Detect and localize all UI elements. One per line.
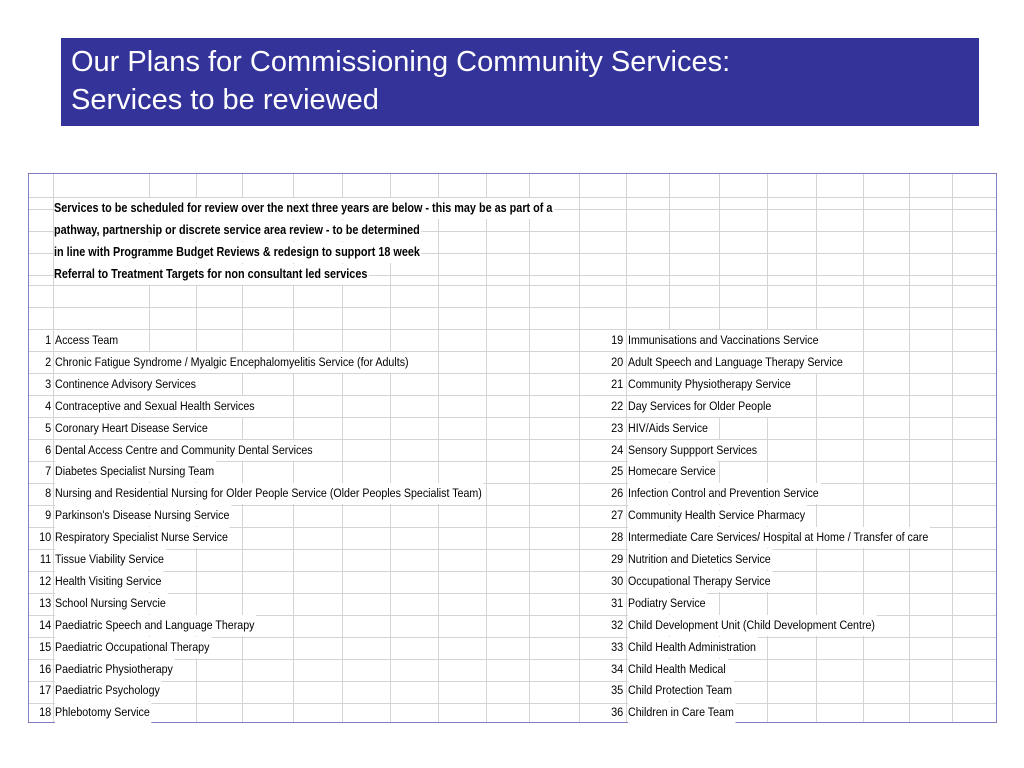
right-service-number: 33 [611,639,624,654]
right-service-name: Child Health Administration [628,637,758,658]
left-service-name: Paediatric Speech and Language Therapy [55,615,256,636]
left-service-name: Respiratory Specialist Nurse Service [55,527,230,548]
left-service-name: Health Visiting Service [55,571,163,592]
left-service-number: 9 [45,508,52,523]
right-service-number: 24 [611,442,624,457]
left-service-number: 13 [39,595,52,610]
left-service-number: 7 [45,464,52,479]
left-service-name: Paediatric Psychology [55,680,162,701]
slide-title-banner [61,38,979,126]
intro-line: pathway, partnership or discrete service area review - to be determined [54,220,422,241]
intro-line: Services to be scheduled for review over the next three years are below - this may be as part of a [54,198,554,219]
left-service-number: 3 [45,376,52,391]
left-service-number: 1 [45,333,52,347]
right-service-name: Nutrition and Dietetics Service [628,549,772,570]
left-service-name: Paediatric Occupational Therapy [55,637,211,658]
left-service-number: 5 [45,420,52,435]
left-service-name: Access Team [55,330,120,351]
intro-line: Referral to Treatment Targets for non consultant led services [54,264,369,285]
left-service-name: Continence Advisory Services [55,374,198,395]
right-service-number: 30 [611,573,624,588]
left-service-name: Parkinson's Disease Nursing Service [55,505,231,526]
right-service-name: Podiatry Service [628,593,707,614]
right-service-number: 31 [611,595,624,610]
right-service-name: Child Protection Team [628,680,734,701]
right-service-number: 28 [611,530,624,545]
left-service-number: 17 [39,683,52,698]
slide-title-line-2: Services to be reviewed [71,84,379,116]
right-service-number: 35 [611,683,624,698]
right-service-number: 26 [611,486,624,501]
right-service-name: Community Health Service Pharmacy [628,505,807,526]
left-service-number: 16 [39,661,52,676]
right-service-number: 25 [611,464,624,479]
left-service-name: Paediatric Physiotherapy [55,659,175,680]
right-service-name: Community Physiotherapy Service [628,374,793,395]
left-service-number: 10 [39,530,52,545]
right-service-name: HIV/Aids Service [628,418,710,439]
left-service-name: School Nursing Servcie [55,593,167,614]
right-service-name: Day Services for Older People [628,396,773,417]
left-service-name: Tissue Viability Service [55,549,166,570]
left-service-number: 15 [39,639,52,654]
left-service-number: 8 [45,486,52,501]
right-service-number: 21 [611,376,624,391]
left-service-name: Coronary Heart Disease Service [55,418,210,439]
right-service-name: Infection Control and Prevention Service [628,483,820,504]
right-service-name: Homecare Service [628,461,717,482]
left-service-number: 18 [39,705,52,720]
right-service-number: 34 [611,661,624,676]
right-service-name: Adult Speech and Language Therapy Service [628,352,845,373]
left-service-name: Contraceptive and Sexual Health Services [55,396,256,417]
right-service-name: Immunisations and Vaccinations Service [628,330,820,351]
left-service-number: 11 [39,552,52,566]
left-service-number: 2 [45,354,52,369]
right-service-number: 23 [611,420,624,435]
right-service-number: 32 [611,617,624,632]
right-service-name: Intermediate Care Services/ Hospital at Home / Transfer of care [628,527,930,548]
right-service-number: 20 [611,354,624,369]
left-service-name: Chronic Fatigue Syndrome / Myalgic Encephalomyelitis Service (for Adults) [55,352,410,373]
left-service-number: 14 [39,617,52,632]
right-service-name: Occupational Therapy Service [628,571,772,592]
left-service-name: Diabetes Specialist Nursing Team [55,461,216,482]
left-service-name: Dental Access Centre and Community Dental Services [55,440,314,461]
right-service-name: Sensory Suppport Services [628,440,759,461]
right-service-number: 19 [611,333,624,347]
right-service-name: Child Development Unit (Child Development Centre) [628,615,877,636]
right-service-name: Children in Care Team [628,702,736,723]
left-service-number: 12 [39,573,52,588]
spreadsheet-table [28,173,997,723]
left-service-name: Phlebotomy Service [55,702,151,723]
right-service-number: 22 [611,398,624,413]
left-service-name: Nursing and Residential Nursing for Older People Service (Older Peoples Specialist Team) [55,483,484,504]
left-service-number: 6 [45,442,52,457]
right-service-name: Child Health Medical [628,659,727,680]
intro-line: in line with Programme Budget Reviews & redesign to support 18 week [54,242,422,263]
left-service-number: 4 [45,398,52,413]
slide-title-line-1: Our Plans for Commissioning Community Services: [71,46,731,78]
right-service-number: 36 [611,705,624,720]
right-service-number: 29 [611,552,624,566]
right-service-number: 27 [611,508,624,523]
